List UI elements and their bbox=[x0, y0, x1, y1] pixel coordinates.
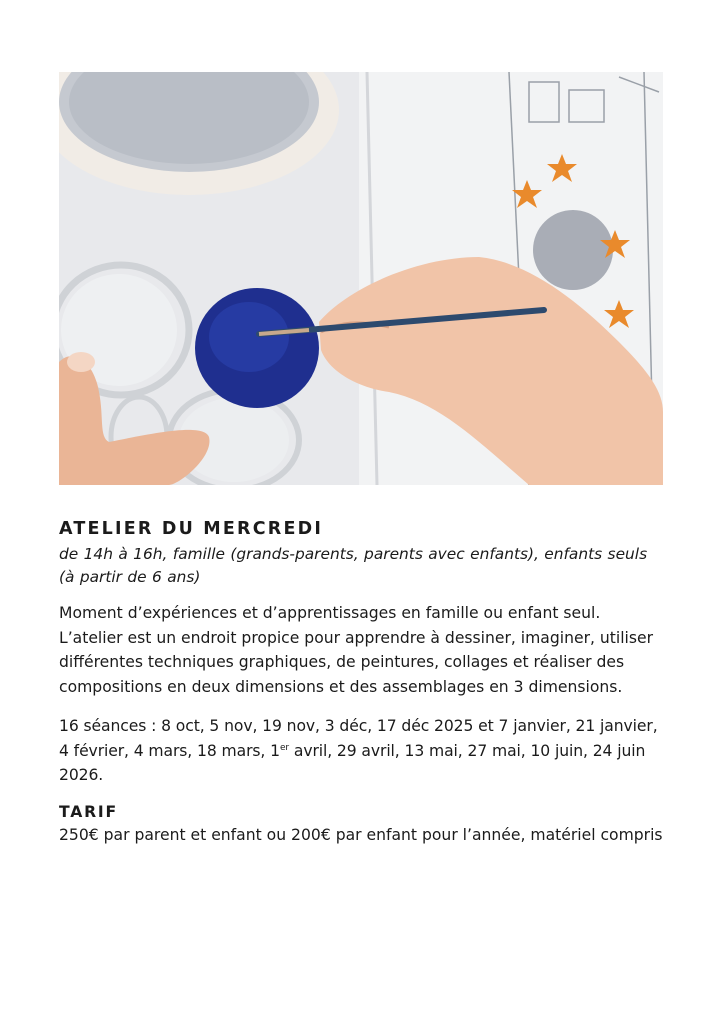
sessions-text-start: 16 séances : 8 oct, 5 nov, 19 nov, 3 déc, 17 déc 2025 et 7 janvier, 21 janvier, 4 février, 4 mars, 18 mars, 1 bbox=[59, 717, 658, 760]
atelier-description: Moment d’expériences et d’apprentissages en famille ou enfant seul. L’atelier est un endroit propice pour apprendre à dessiner, imaginer, utiliser différentes techniques graphiques, de peintures, collages et réaliser des compositions en deux dimensions et des assemblages en 3 dimensions. bbox=[59, 604, 654, 696]
tarif-heading: TARIF bbox=[59, 802, 118, 821]
tarif-text: 250€ par parent et enfant ou 200€ par enfant pour l’année, matériel compris bbox=[59, 825, 663, 844]
atelier-schedule: de 14h à 16h, famille (grands-parents, parents avec enfants), enfants seuls (à partir de 6 ans) bbox=[59, 545, 648, 586]
sessions-list bbox=[59, 714, 665, 788]
ordinal-suffix: er bbox=[279, 742, 289, 753]
photo-illustration bbox=[59, 72, 663, 485]
atelier-title: ATELIER DU MERCREDI bbox=[59, 519, 324, 539]
sessions-text-end: avril, 29 avril, 13 mai, 27 mai, 10 juin, 24 juin 2026. bbox=[59, 741, 646, 784]
child-painting-photo bbox=[59, 72, 663, 485]
atelier-section bbox=[59, 517, 665, 847]
